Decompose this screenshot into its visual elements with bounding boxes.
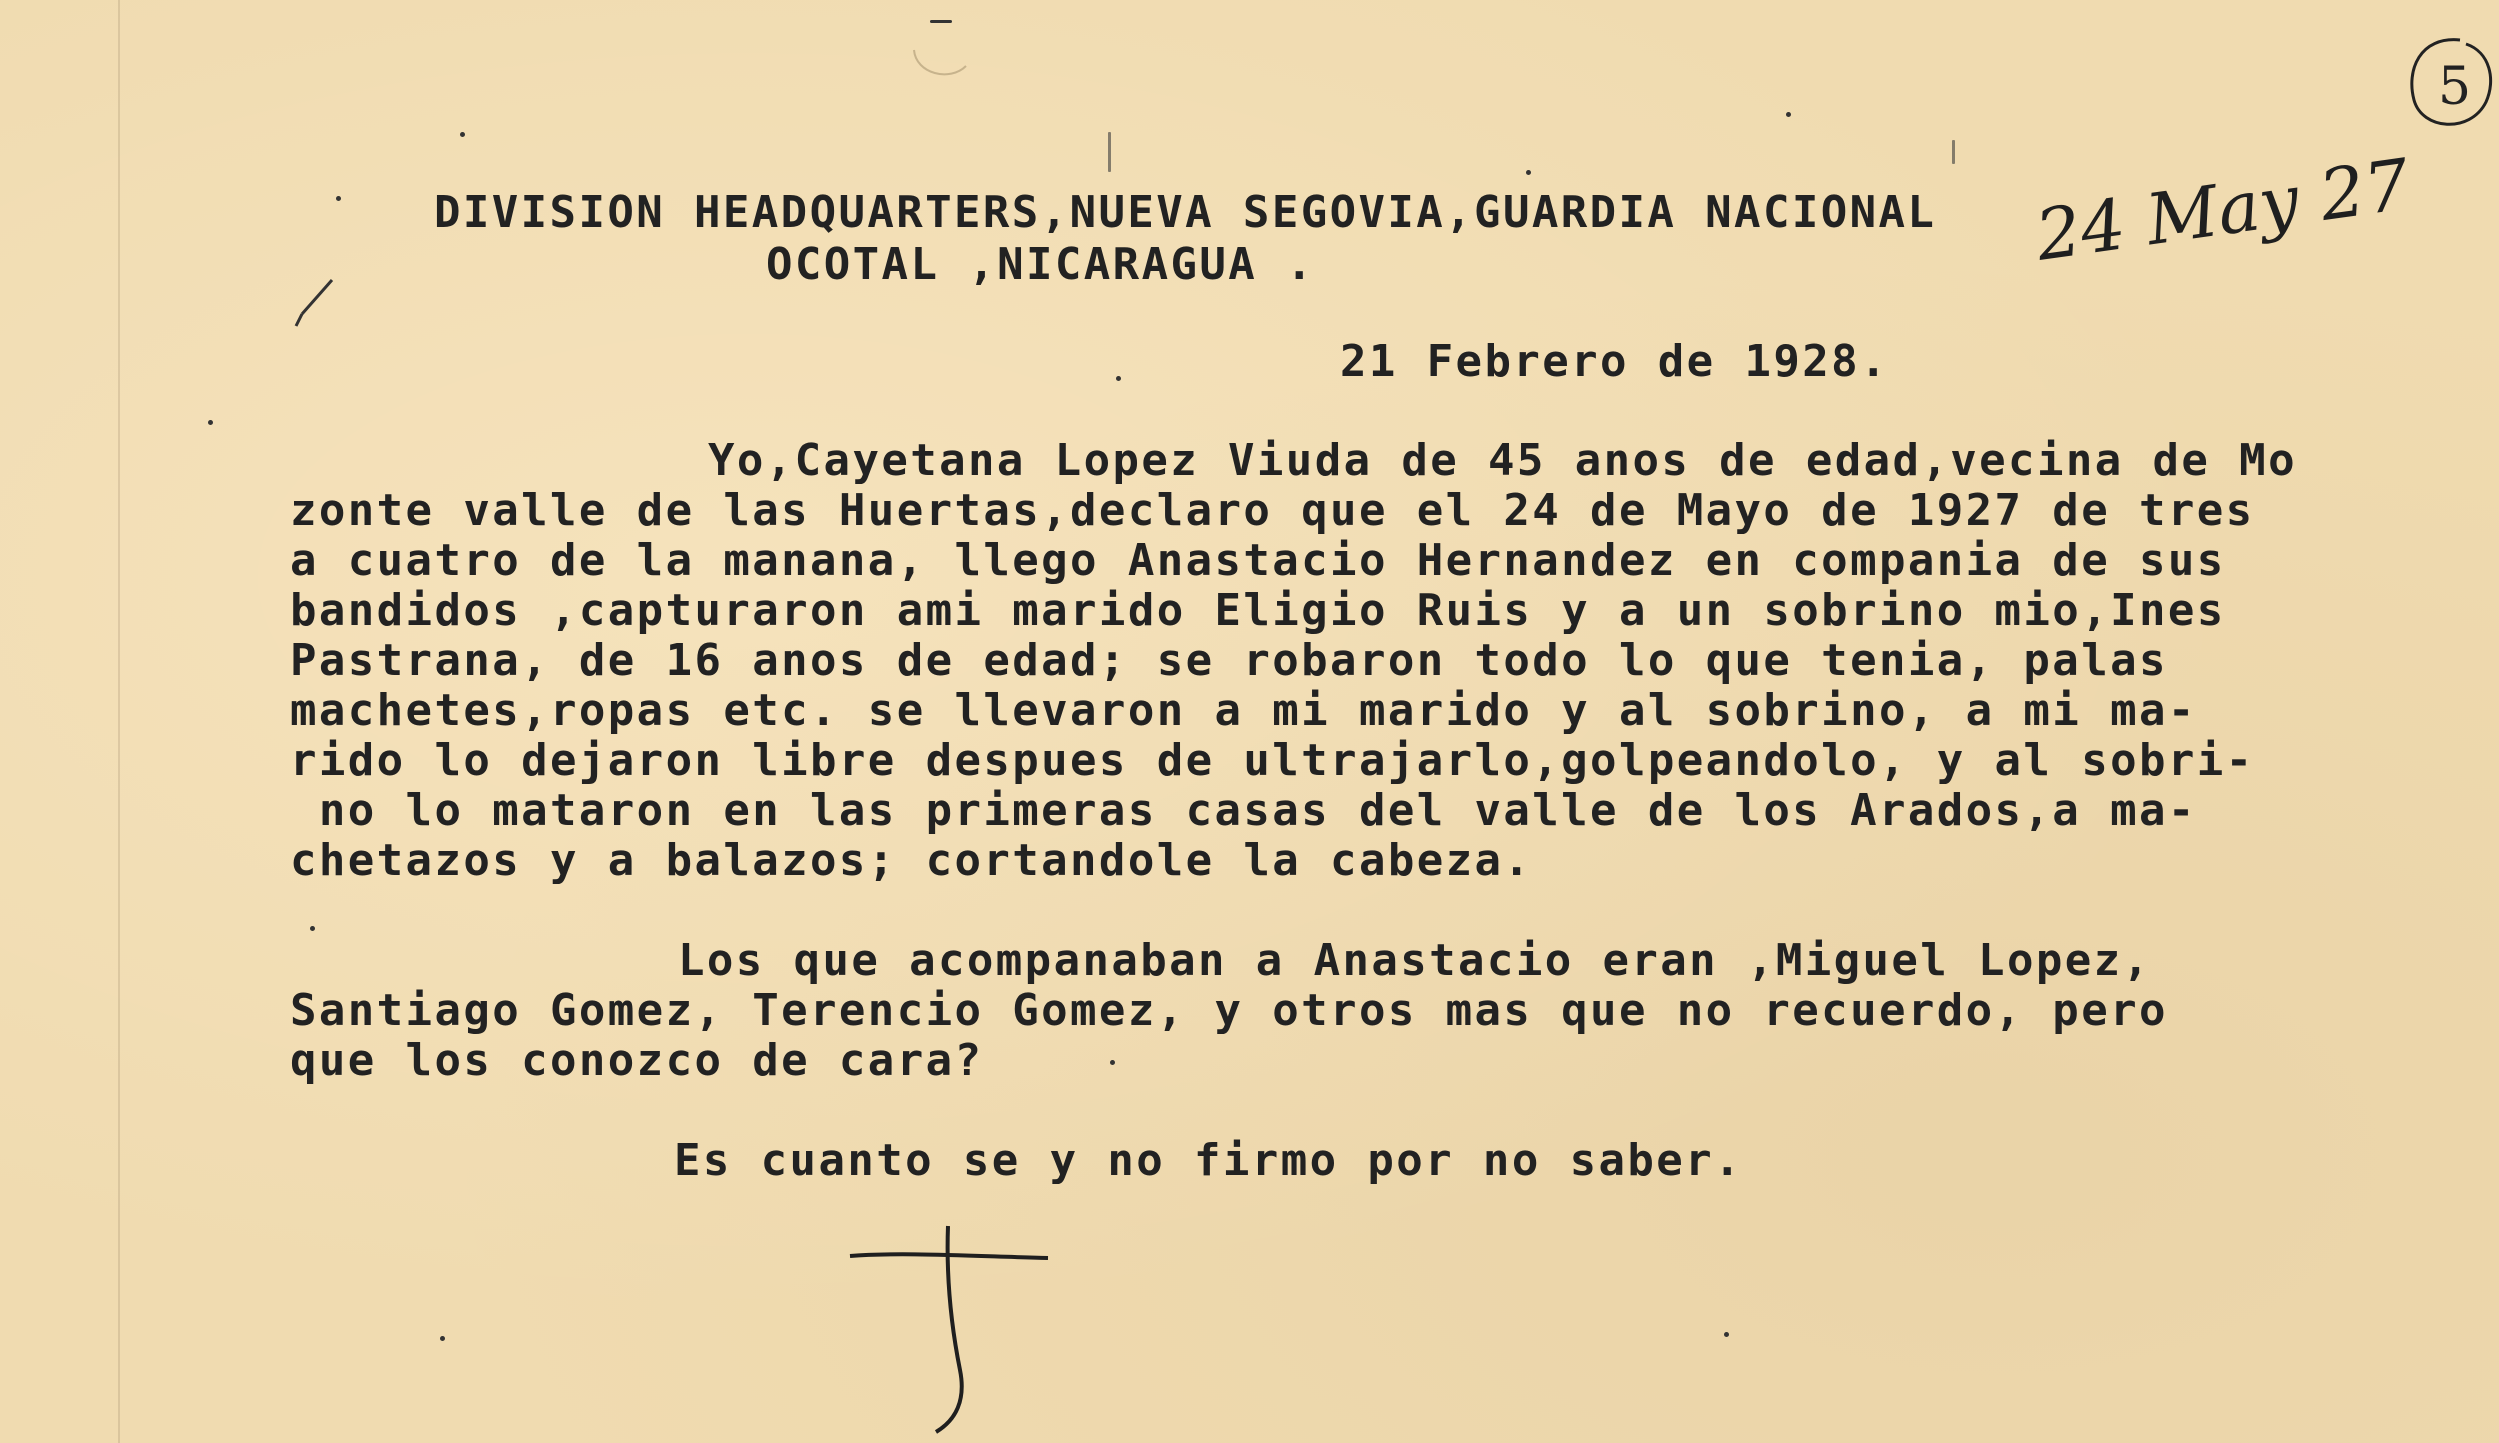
body-line: no lo mataron en las primeras casas del valle de los Arados,a ma- <box>290 785 2197 836</box>
faint-circle-mark <box>900 30 980 90</box>
document-date: 21 Febrero de 1928. <box>1340 336 1889 387</box>
body-line: a cuatro de la manana, llego Anastacio Hernandez en compania de sus <box>290 535 2226 586</box>
body-line: zonte valle de las Huertas,declaro que el 24 de Mayo de 1927 de tres <box>290 485 2255 536</box>
ink-speck <box>1110 1060 1115 1065</box>
body-line: Los que acompanaban a Anastacio eran ,Miguel Lopez, <box>678 935 2152 986</box>
page-number: 5 <box>2438 57 2472 117</box>
ink-speck <box>460 132 465 137</box>
pen-stroke-mark <box>292 274 342 334</box>
margin-note-text: 24 May 27 <box>2030 143 2415 277</box>
ink-speck <box>440 1336 445 1341</box>
header-line-1: DIVISION HEADQUARTERS,NUEVA SEGOVIA,GUARDIA NACIONAL <box>434 187 1937 238</box>
page-number-mark <box>2400 30 2496 140</box>
body-line: Yo,Cayetana Lopez Viuda de 45 anos de edad,vecina de Mo <box>708 435 2297 486</box>
margin-note <box>2030 143 2415 320</box>
ink-speck <box>930 20 952 23</box>
ink-speck <box>1786 112 1791 117</box>
body-line: rido lo dejaron libre despues de ultrajarlo,golpeandolo, y al sobri- <box>290 735 2255 786</box>
ink-speck <box>1952 140 1955 164</box>
body-line: Santiago Gomez, Terencio Gomez, y otros mas que no recuerdo, pero <box>290 985 2168 1036</box>
header-line-2: OCOTAL ,NICARAGUA . <box>766 239 1315 290</box>
ink-speck <box>1526 170 1531 175</box>
ink-speck <box>1108 132 1111 172</box>
ink-speck <box>208 420 213 425</box>
ink-speck <box>310 926 315 931</box>
closing-line: Es cuanto se y no firmo por no saber. <box>674 1135 1743 1186</box>
ink-speck <box>1724 1332 1729 1337</box>
body-line: chetazos y a balazos; cortandole la cabeza. <box>290 835 1533 886</box>
body-line: Pastrana, de 16 anos de edad; se robaron todo lo que tenia, palas <box>290 635 2168 686</box>
body-line: que los conozco de cara? <box>290 1035 984 1086</box>
ink-speck <box>336 196 341 201</box>
body-line: machetes,ropas etc. se llevaron a mi marido y al sobrino, a mi ma- <box>290 685 2197 736</box>
ink-speck <box>1116 376 1121 381</box>
page-margin-rule <box>118 0 120 1443</box>
cross-signature-mark <box>810 1220 1070 1440</box>
body-line: bandidos ,capturaron ami marido Eligio Ruis y a un sobrino mio,Ines <box>290 585 2226 636</box>
